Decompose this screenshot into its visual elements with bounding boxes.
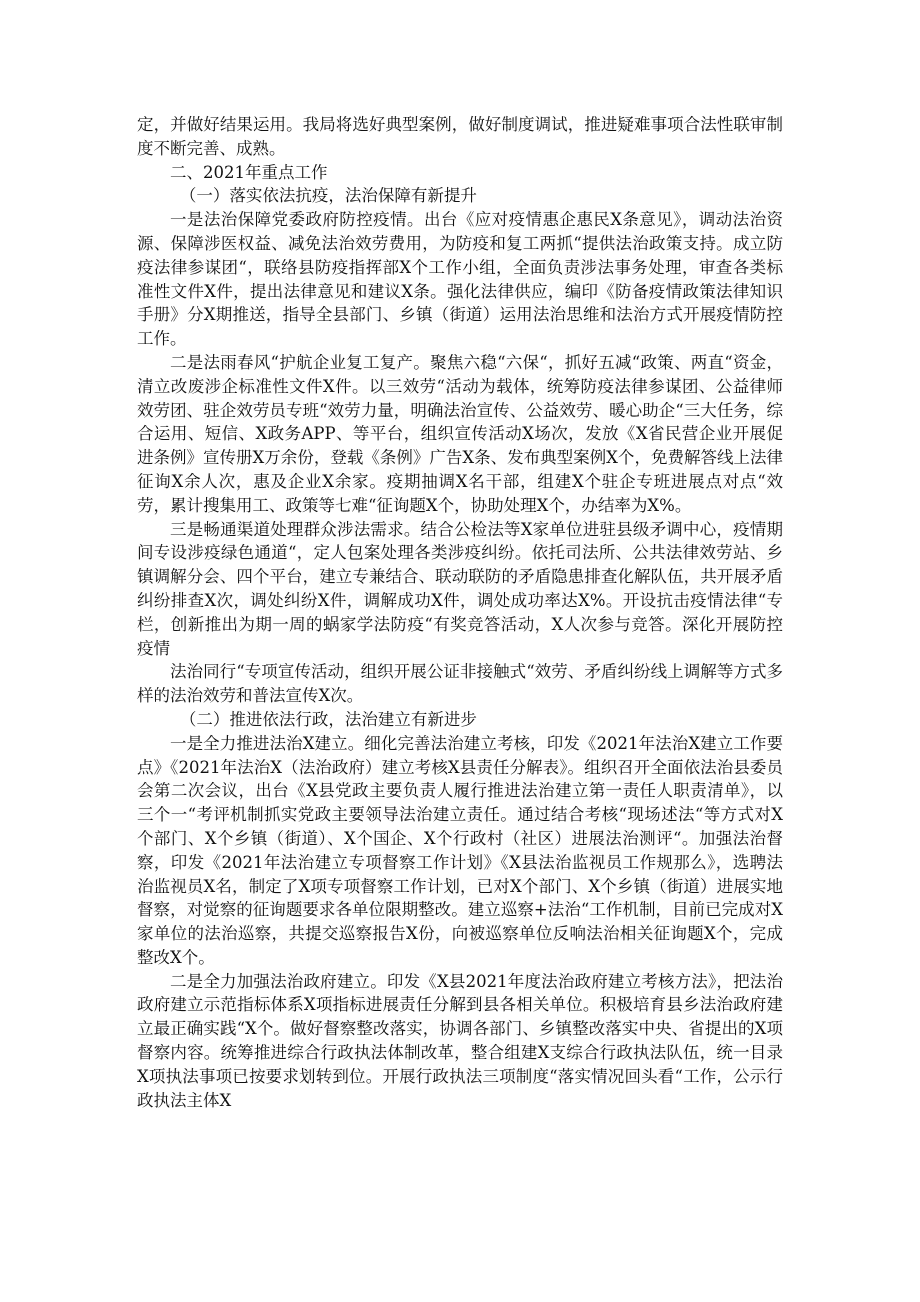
paragraph: 二是法雨春风“护航企业复工复产。聚焦六稳“六保“，抓好五减“政策、两直“资金，清立改废涉企标准性文件X件。以三效劳“活动为载体，统筹防疫法律参谋团、公益律师效劳团、驻企效劳员专班“效劳力量，明确法治宣传、公益效劳、暖心助企“三大任务，综合运用、短信、X政务APP、等平台，组织宣传活动X场次，发放《X省民营企业开展促进条例》宣传册X万余份，登载《条例》广告X条、发布典型案例X个，免费解答线上法律征询X余人次，惠及企业X余家。疫期抽调X名干部，组建X个驻企专班进展点对点“效劳，累计搜集用工、政策等七难“征询题X个，协助处理X个，办结率为X%。	[137, 352, 783, 515]
paragraph: 法治同行“专项宣传活动，组织开展公证非接触式“效劳、矛盾纠纷线上调解等方式多样的法治效劳和普法宣传X次。	[137, 662, 783, 706]
paragraph: 二是全力加强法治政府建立。印发《X县2021年度法治政府建立考核方法》，把法治政府建立示范指标体系X项指标进展责任分解到县各相关单位。积极培育县乡法治政府建立最正确实践“X个。做好督察整改落实，协调各部门、乡镇整改落实中央、省提出的X项督察内容。统筹推进综合行政执法体制改革，整合组建X支综合行政执法队伍，统一目录X项执法事项已按要求划转到位。开展行政执法三项制度“落实情况回头看“工作，公示行政执法主体X	[137, 971, 783, 1110]
subsection-heading: （一）落实依法抗疫，法治保障有新提升	[179, 186, 477, 206]
section-heading: 二、2021年重点工作	[170, 162, 328, 182]
paragraph-continuation: 定，并做好结果运用。我局将选好典型案例，做好制度调试，推进疑难事项合法性联审制度不断完善、成熟。	[137, 115, 783, 158]
paragraph: 一是法治保障党委政府防控疫情。出台《应对疫情惠企惠民X条意见》，调动法治资源、保障涉医权益、减免法治效劳费用，为防疫和复工两抓“提供法治政策支持。成立防疫法律参谋团“，联络县防疫指挥部X个工作小组，全面负责涉法事务处理，审查各类标准性文件X件，提出法律意见和建议X条。强化法律供应，编印《防备疫情政策法律知识手册》分X期推送，指导全县部门、乡镇（街道）运用法治思维和法治方式开展疫情防控工作。	[137, 210, 783, 349]
subsection-heading: （二）推进依法行政，法治建立有新进步	[179, 709, 477, 729]
paragraph: 一是全力推进法治X建立。细化完善法治建立考核，印发《2021年法治X建立工作要点》《2021年法治X（法治政府）建立考核X县责任分解表》。组织召开全面依法治县委员会第二次会议，出台《X县党政主要负责人履行推进法治建立第一责任人职责清单》，以三个一“考评机制抓实党政主要领导法治建立责任。通过结合考核“现场述法“等方式对X个部门、X个乡镇（街道）、X个国企、X个行政村（社区）进展法治测评“。加强法治督察，印发《2021年法治建立专项督察工作计划》《X县法治监视员工作规那么》，选聘法治监视员X名，制定了X项专项督察工作计划，已对X个部门、X个乡镇（街道）进展实地督察，对觉察的征询题要求各单位限期整改。建立巡察+法治“工作机制，目前已完成对X家单位的法治巡察，共提交巡察报告X份，向被巡察单位反响法治相关征询题X个，完成整改X个。	[137, 733, 783, 967]
document-page	[137, 113, 783, 1112]
paragraph: 三是畅通渠道处理群众涉法需求。结合公检法等X家单位进驻县级矛调中心，疫情期间专设涉疫绿色通道“，定人包案处理各类涉疫纠纷。依托司法所、公共法律效劳站、乡镇调解分会、四个平台，建立专兼结合、联动联防的矛盾隐患排查化解队伍，共开展矛盾纠纷排查X次，调处纠纷X件，调解成功X件，调处成功率达X%。开设抗击疫情法律“专栏，创新推出为期一周的蜗家学法防疫“有奖竞答活动，X人次参与竞答。深化开展防控疫情	[137, 519, 783, 658]
